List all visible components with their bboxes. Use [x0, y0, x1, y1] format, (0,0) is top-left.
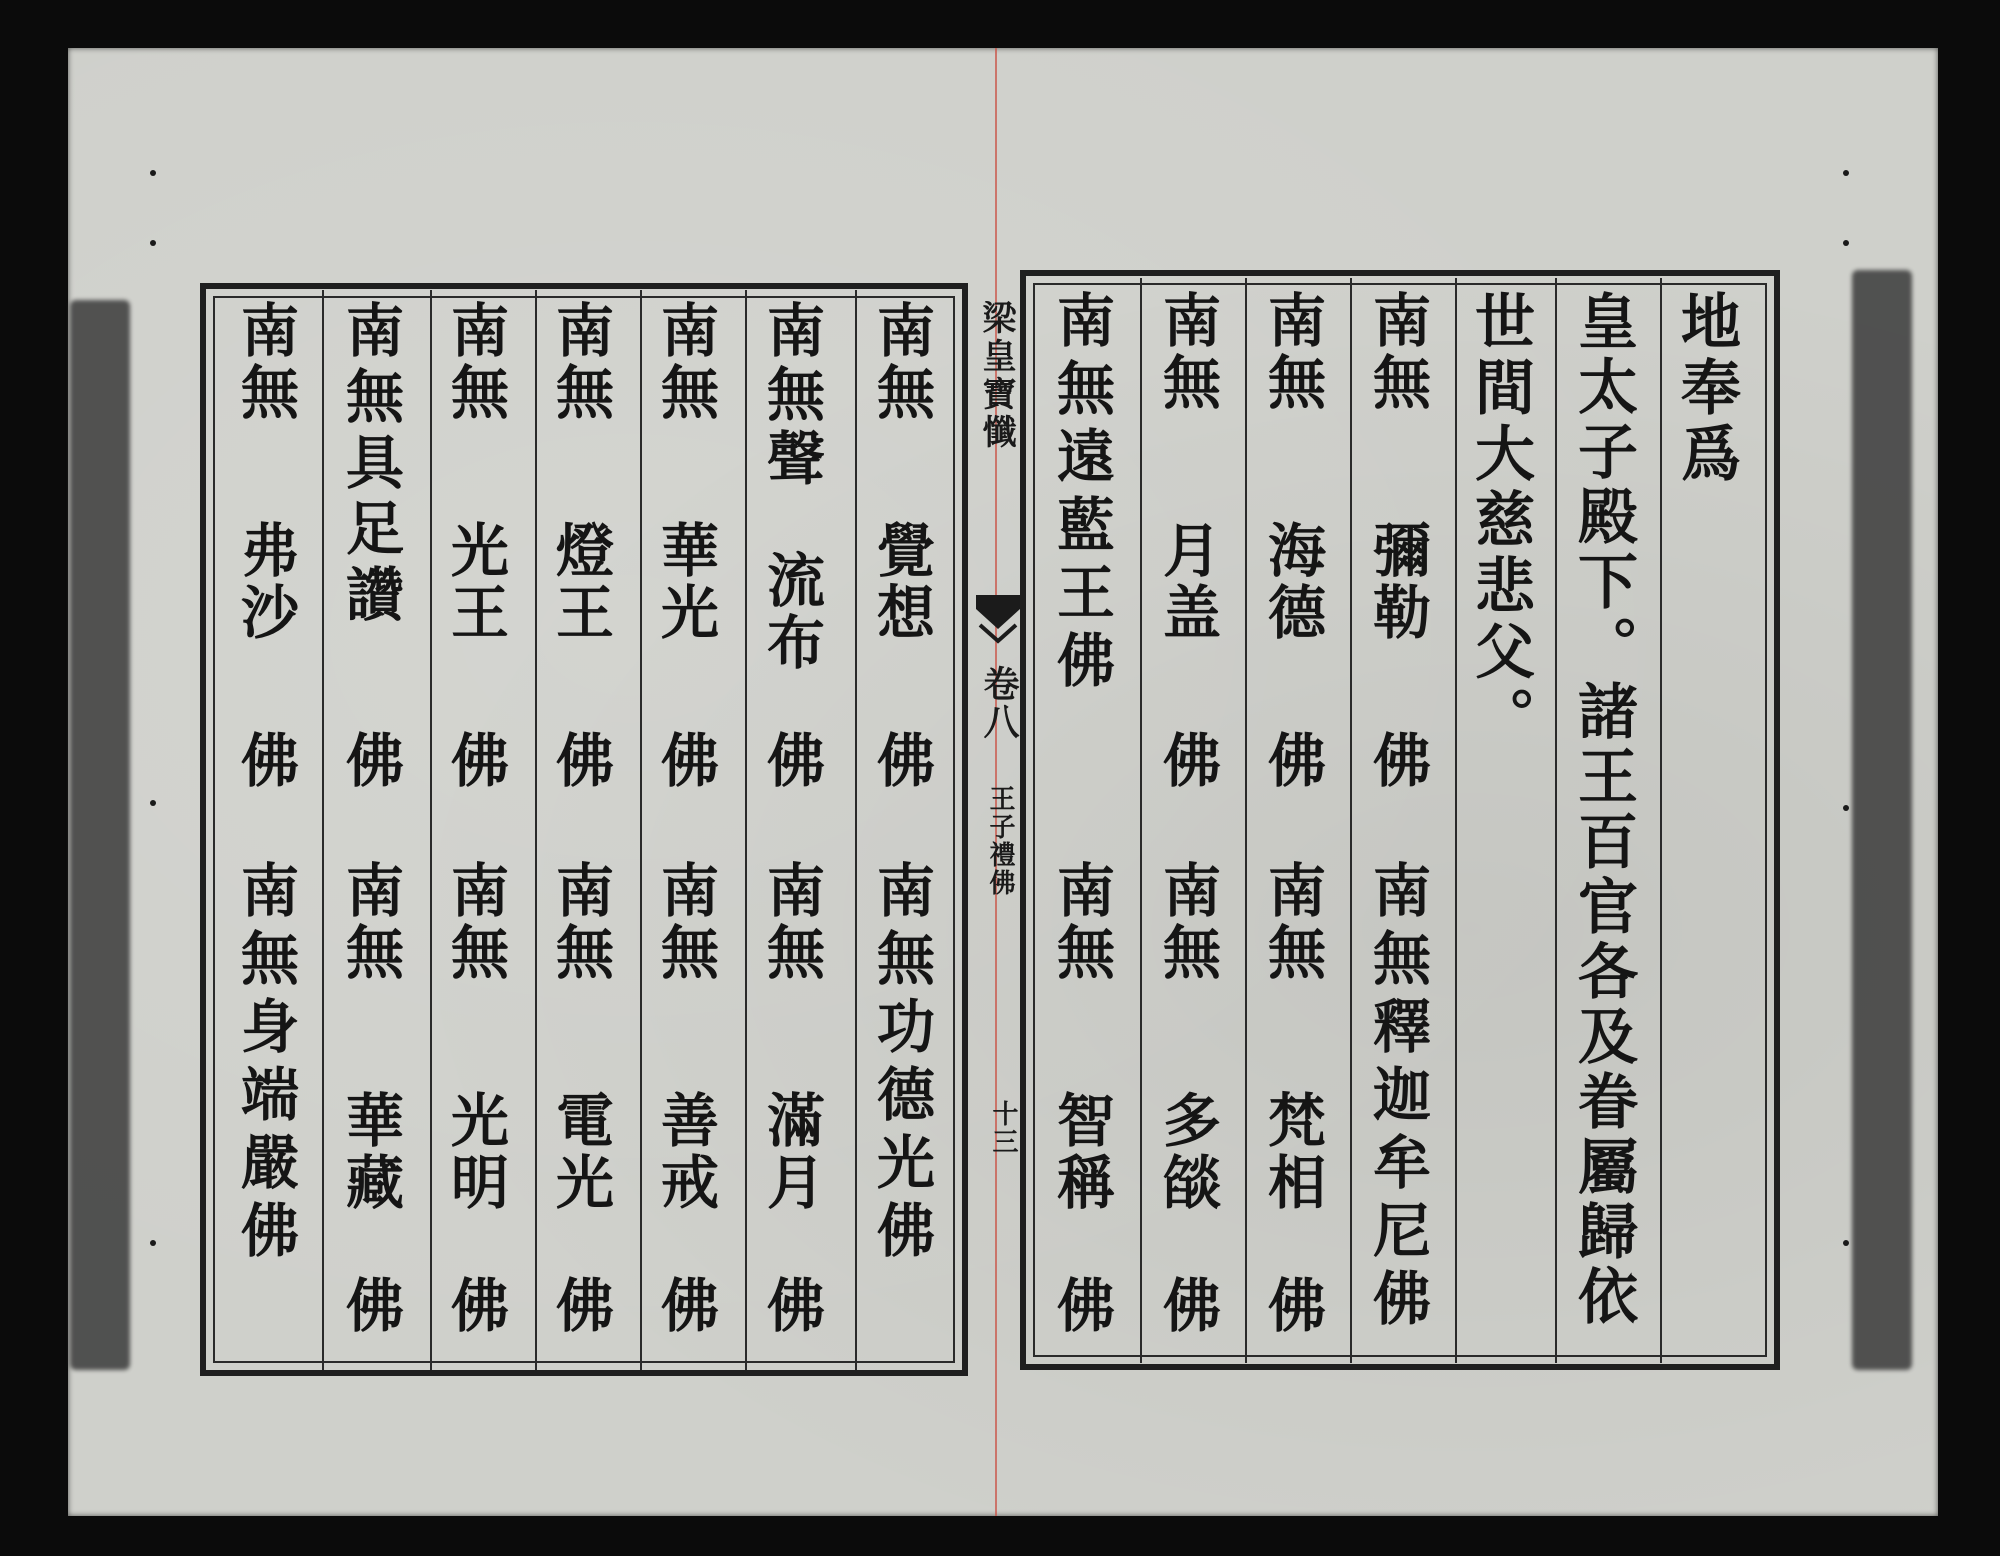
left-col-7-mid: 弗沙 [231, 520, 299, 644]
left-col-5-mid: 光王 [441, 520, 509, 644]
right-col-7-low2: 佛 [1047, 1275, 1115, 1337]
right-col-4-mid: 彌勒 [1363, 520, 1431, 644]
column-divider [1660, 278, 1662, 1363]
column-divider [1350, 278, 1352, 1363]
right-col-6-mid2: 多燄 [1153, 1090, 1221, 1214]
spine-section: 王子禮佛 [985, 785, 1015, 897]
column-divider [1140, 278, 1142, 1363]
right-col-4-low: 佛 [1363, 730, 1431, 792]
left-col-6-top: 南無具足讚 [336, 300, 404, 630]
right-col-6-top: 南無 [1153, 290, 1221, 414]
left-col-2-low: 佛 [757, 730, 825, 792]
right-col-6-top2: 南無 [1153, 860, 1221, 984]
left-col-3-top2: 南無 [651, 860, 719, 984]
left-col-5-top2: 南無 [441, 860, 509, 984]
right-col-7-top: 南無遠藍王佛 [1047, 290, 1115, 698]
left-col-4-low2: 佛 [546, 1275, 614, 1337]
binding-hole [1843, 170, 1849, 176]
column-divider [535, 290, 537, 1370]
left-col-3-mid2: 善戒 [651, 1090, 719, 1214]
right-col-6-low: 佛 [1153, 730, 1221, 792]
column-divider [430, 290, 432, 1370]
left-col-3-low2: 佛 [651, 1275, 719, 1337]
right-col-5-low2: 佛 [1258, 1275, 1326, 1337]
binding-hole [1843, 805, 1849, 811]
left-col-7-low: 佛 [231, 730, 299, 792]
right-col-6-low2: 佛 [1153, 1275, 1221, 1337]
left-col-1-top: 南無 [867, 300, 935, 424]
binding-hole [1843, 240, 1849, 246]
binding-hole [150, 1240, 156, 1246]
right-col-5-mid2: 梵相 [1258, 1090, 1326, 1214]
left-col-7-bottom: 南無身端嚴佛 [231, 860, 299, 1268]
column-divider [1455, 278, 1457, 1363]
binding-hole [150, 240, 156, 246]
left-col-4-top2: 南無 [546, 860, 614, 984]
left-col-6-low2: 佛 [336, 1275, 404, 1337]
column-divider [1555, 278, 1557, 1363]
left-col-2-low2: 佛 [757, 1275, 825, 1337]
left-col-5-mid2: 光明 [441, 1090, 509, 1214]
left-col-3-top: 南無 [651, 300, 719, 424]
center-fold-line [995, 48, 997, 1516]
right-col-5-low: 佛 [1258, 730, 1326, 792]
left-col-4-mid2: 電光 [546, 1090, 614, 1214]
binding-hole [150, 800, 156, 806]
column-divider [640, 290, 642, 1370]
left-col-2-top2: 南無 [757, 860, 825, 984]
binding-hole [150, 170, 156, 176]
right-edge-ink-smudge [1852, 270, 1912, 1370]
column-divider [855, 290, 857, 1370]
left-col-1-low: 佛 [867, 730, 935, 792]
right-col-5-top: 南無 [1258, 290, 1326, 414]
left-col-4-low: 佛 [546, 730, 614, 792]
right-col-7-mid2: 智稱 [1047, 1090, 1115, 1214]
fish-tail-mark-icon [976, 595, 1020, 655]
spine-volume: 卷八 [978, 665, 1020, 741]
left-col-5-low: 佛 [441, 730, 509, 792]
right-col-3: 世間大慈悲父。 [1465, 290, 1535, 752]
left-edge-ink-smudge [70, 300, 130, 1370]
right-col-5-mid: 海德 [1258, 520, 1326, 644]
left-col-1-bottom: 南無功德光佛 [867, 860, 935, 1268]
spine-page-number: 十三 [988, 1100, 1018, 1156]
left-col-7-top: 南無 [231, 300, 299, 424]
left-col-6-low: 佛 [336, 730, 404, 792]
left-col-4-mid: 燈王 [546, 520, 614, 644]
left-col-5-top: 南無 [441, 300, 509, 424]
left-col-6-mid2: 華藏 [336, 1090, 404, 1214]
right-col-5-top2: 南無 [1258, 860, 1326, 984]
left-col-2-top: 南無聲 [757, 300, 825, 492]
column-divider [745, 290, 747, 1370]
left-col-2-mid: 流布 [757, 550, 825, 674]
spine-title: 梁皇寶懺 [976, 300, 1016, 452]
left-col-3-low: 佛 [651, 730, 719, 792]
left-col-6-top2: 南無 [336, 860, 404, 984]
right-col-4-bottom: 南無釋迦牟尼佛 [1363, 860, 1431, 1336]
left-col-5-low2: 佛 [441, 1275, 509, 1337]
left-col-2-mid2: 滿月 [757, 1090, 825, 1214]
left-col-1-mid: 覺想 [867, 520, 935, 644]
right-col-6-mid: 月盖 [1153, 520, 1221, 644]
column-divider [1245, 278, 1247, 1363]
right-col-4-top: 南無 [1363, 290, 1431, 414]
binding-hole [1843, 1240, 1849, 1246]
left-col-3-mid: 華光 [651, 520, 719, 644]
column-divider [322, 290, 324, 1370]
right-col-7-top2: 南無 [1047, 860, 1115, 984]
right-col-1: 地奉爲 [1671, 290, 1741, 488]
right-col-2: 皇太子殿下。諸王百官各及眷屬歸依 [1568, 290, 1638, 1330]
left-col-4-top: 南無 [546, 300, 614, 424]
